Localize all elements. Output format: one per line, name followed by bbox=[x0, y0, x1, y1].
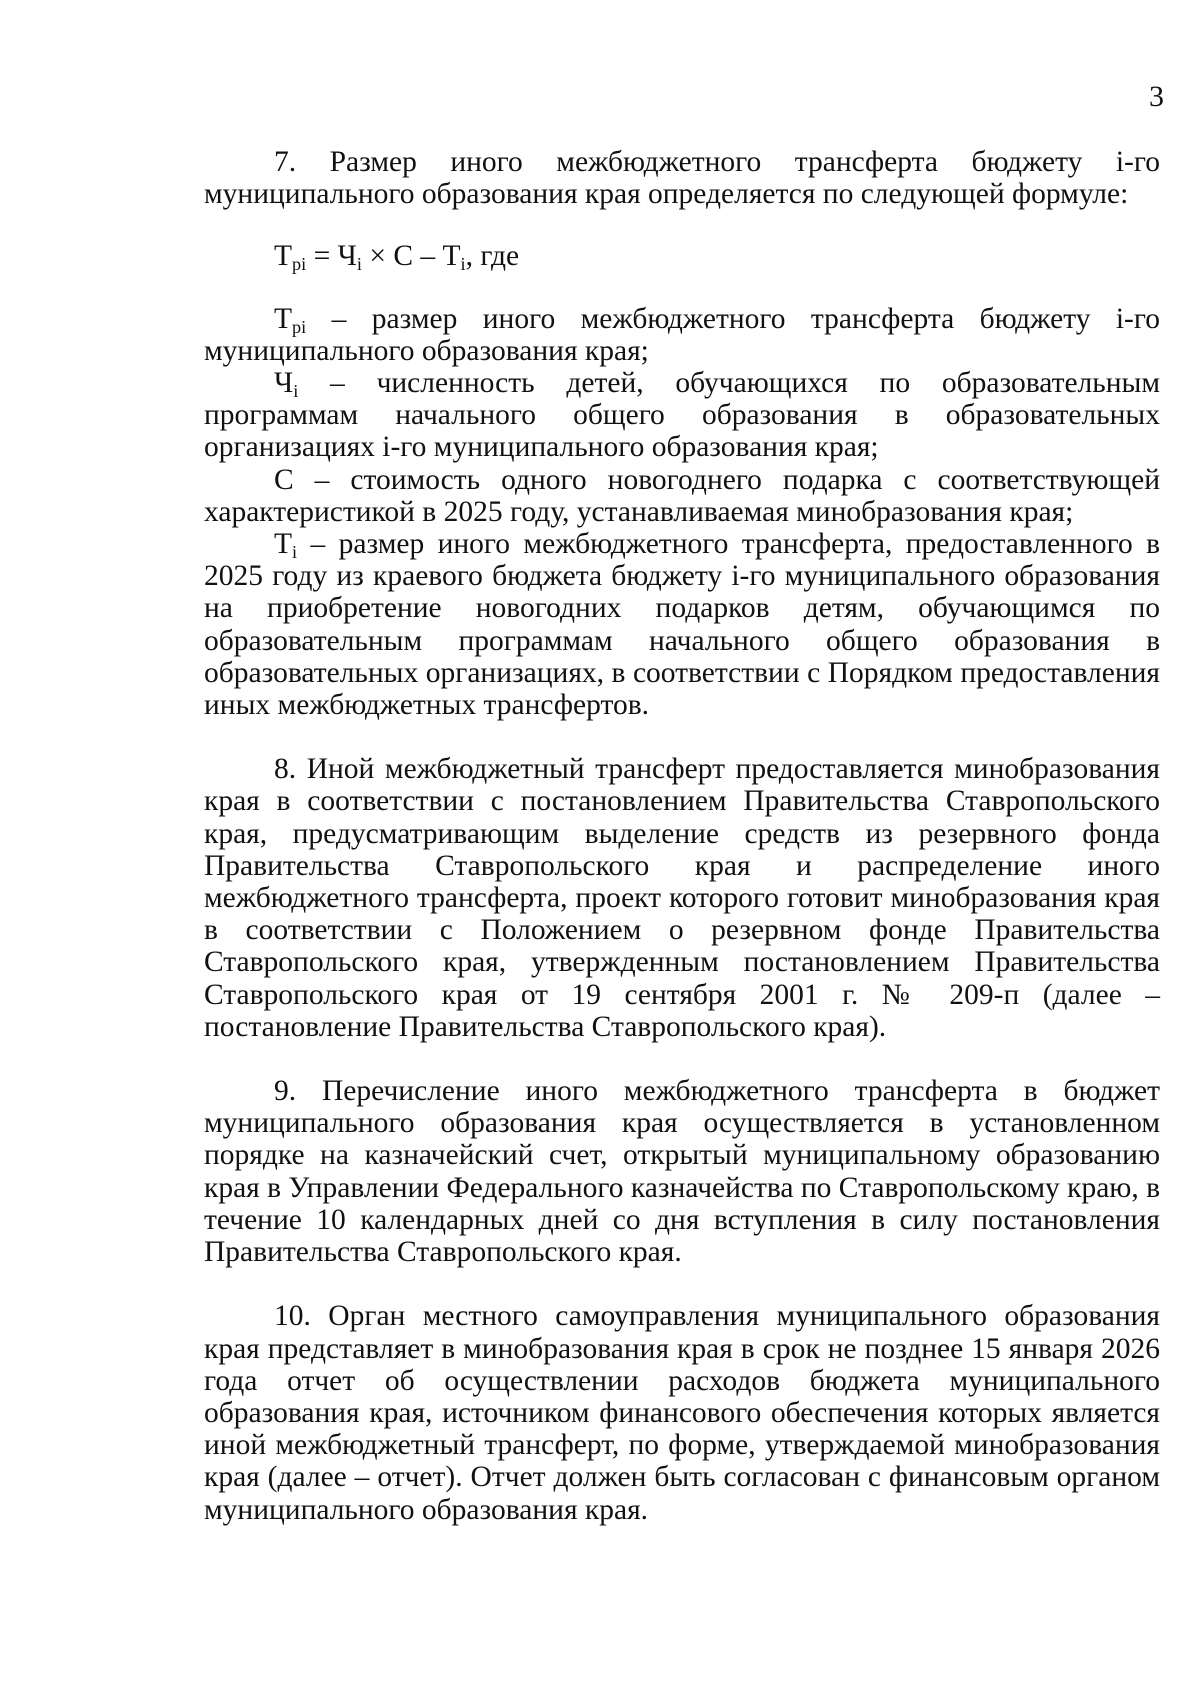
document-body bbox=[204, 146, 1160, 1526]
definition-c: С – стоимость одного новогоднего подарка с соответствующей характеристикой в 2025 году, устанавливаемая минобразования края; bbox=[204, 463, 1160, 528]
paragraph-8: 8. Иной межбюджетный трансферт предоставляется минобразования края в соответствии с постановлением Правительства Ставропольского края, предусматривающим выделение средств из резервного фонда Правительства Ставропольского края и распределение иного межбюджетного трансферта, проект которого готовит минобразования края в соответствии с Положением о резервном фонде Правительства Ставропольского края, утвержденным постановлением Правительства Ставропольского края от 19 сентября 2001 г. № 209-п (далее – постановление Правительства Ставропольского края). bbox=[204, 753, 1160, 1043]
formula-t2-symbol: $Т_i$ bbox=[442, 240, 466, 275]
definition-text: – численность детей, обучающихся по образовательным программам начального общего образования в образовательных организациях i-го муниципального образования края; bbox=[204, 367, 1160, 464]
formula-t-symbol: $Т_{рi}$ bbox=[274, 240, 307, 275]
formula-ch-symbol: $Ч_i$ bbox=[337, 240, 362, 275]
definition-symbol: $Т_i$ bbox=[274, 528, 298, 563]
paragraph-7: 7. Размер иного межбюджетного трансферта бюджету i-го муниципального образования края определяется по следующей формуле: bbox=[204, 146, 1160, 211]
definition-symbol: $Т_{рi}$ bbox=[274, 302, 307, 337]
page-number: 3 bbox=[1149, 80, 1164, 113]
definition-chi bbox=[204, 367, 1160, 464]
definition-symbol: $Ч_i$ bbox=[274, 367, 299, 402]
definition-text: – размер иного межбюджетного трансферта, предоставленного в 2025 году из краевого бюджета бюджету i-го муниципального образования на приобретение новогодних подарков детям, обучающимся по образовательным программам начального общего образования в образовательных организациях, в соответствии с Порядком предоставления иных межбюджетных трансфертов. bbox=[204, 528, 1160, 722]
definition-ti bbox=[204, 528, 1160, 721]
definition-text: – размер иного межбюджетного трансферта бюджету i-го муниципального образования края; bbox=[204, 302, 1160, 367]
paragraph-9: 9. Перечисление иного межбюджетного трансферта в бюджет муниципального образования края осуществляется в установленном порядке на казначейский счет, открытый муниципальному образованию края в Управлении Федерального казначейства по Ставропольскому краю, в течение 10 календарных дней со дня вступления в силу постановления Правительства Ставропольского края. bbox=[204, 1075, 1160, 1269]
definition-tpi bbox=[204, 303, 1160, 367]
paragraph-10: 10. Орган местного самоуправления муниципального образования края представляет в минобразования края в срок не позднее 15 января 2026 года отчет об осуществлении расходов бюджета муниципального образования края, источником финансового обеспечения которых является иной межбюджетный трансферт, по форме, утверждаемой минобразования края (далее – отчет). Отчет должен быть согласован с финансовым органом муниципального образования края. bbox=[204, 1300, 1160, 1526]
formula: $Т_{рi} = Ч_i \times С - Т_i$, где bbox=[274, 240, 520, 275]
